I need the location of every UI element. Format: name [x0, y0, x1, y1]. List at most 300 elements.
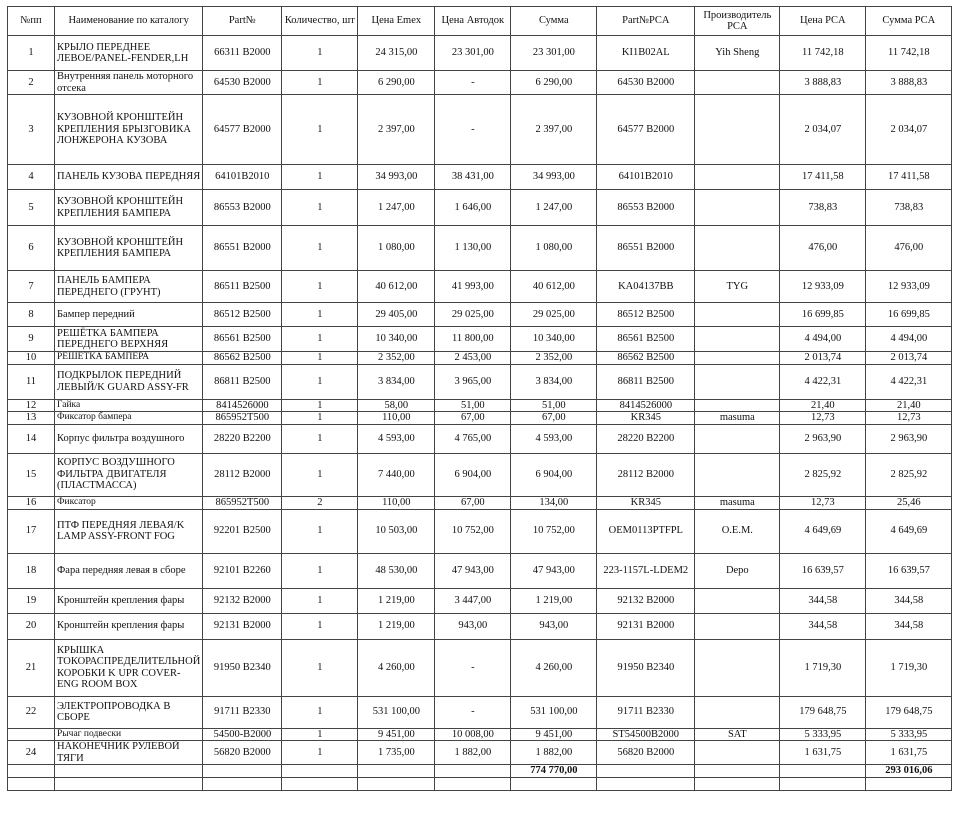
sum-pca: 17 411,58 [866, 165, 952, 190]
quantity: 1 [282, 613, 358, 639]
part-number-pca: KR345 [597, 496, 695, 509]
sum-pca: 1 719,30 [866, 639, 952, 696]
parts-table [7, 6, 952, 791]
table-row [8, 303, 952, 327]
maker-pca [695, 696, 780, 728]
price-pca: 179 648,75 [780, 696, 866, 728]
quantity: 1 [282, 424, 358, 453]
sum: 51,00 [511, 399, 597, 412]
price-emex: 10 503,00 [358, 509, 435, 553]
price-pca: 21,40 [780, 399, 866, 412]
sum-pca: 4 649,69 [866, 509, 952, 553]
price-avtodok: 10 008,00 [435, 728, 511, 741]
table-row [8, 696, 952, 728]
header-cell: Сумма [511, 7, 597, 36]
part-number: 92201 B2500 [203, 509, 282, 553]
header-cell: Цена Автодок [435, 7, 511, 36]
part-number: 64530 B2000 [203, 71, 282, 95]
sum: 4 593,00 [511, 424, 597, 453]
table-row [8, 190, 952, 226]
table-row [8, 613, 952, 639]
empty-row [8, 778, 952, 791]
quantity: 1 [282, 190, 358, 226]
item-name: КОРПУС ВОЗДУШНОГО ФИЛЬТРА ДВИГАТЕЛЯ (ПЛАСТМАССА) [55, 453, 203, 496]
row-number: 19 [8, 588, 55, 613]
sum: 134,00 [511, 496, 597, 509]
row-number: 13 [8, 412, 55, 425]
price-emex: 10 340,00 [358, 327, 435, 352]
sum-pca: 2 963,90 [866, 424, 952, 453]
quantity: 1 [282, 271, 358, 303]
maker-pca [695, 165, 780, 190]
maker-pca [695, 613, 780, 639]
quantity: 1 [282, 639, 358, 696]
part-number-pca: 91711 B2330 [597, 696, 695, 728]
quantity: 1 [282, 36, 358, 71]
price-avtodok: 41 993,00 [435, 271, 511, 303]
price-emex: 40 612,00 [358, 271, 435, 303]
row-number: 20 [8, 613, 55, 639]
table-row [8, 271, 952, 303]
maker-pca [695, 352, 780, 365]
price-avtodok: 47 943,00 [435, 553, 511, 588]
price-emex: 34 993,00 [358, 165, 435, 190]
maker-pca: Depo [695, 553, 780, 588]
item-name: КУЗОВНОЙ КРОНШТЕЙН КРЕПЛЕНИЯ БАМПЕРА [55, 226, 203, 271]
header-row [8, 7, 952, 36]
price-pca: 5 333,95 [780, 728, 866, 741]
table-body [8, 36, 952, 765]
table-row [8, 728, 952, 741]
item-name: ПАНЕЛЬ КУЗОВА ПЕРЕДНЯЯ [55, 165, 203, 190]
header-cell: Цена Emex [358, 7, 435, 36]
part-number: 86511 B2500 [203, 271, 282, 303]
row-number: 18 [8, 553, 55, 588]
row-number: 6 [8, 226, 55, 271]
part-number: 8414526000 [203, 399, 282, 412]
quantity: 1 [282, 399, 358, 412]
item-name: Внутренняя панель моторного отсека [55, 71, 203, 95]
part-number-pca: 64577 B2000 [597, 95, 695, 165]
part-number-pca: 56820 B2000 [597, 741, 695, 765]
maker-pca [695, 741, 780, 765]
item-name: ЭЛЕКТРОПРОВОДКА В СБОРЕ [55, 696, 203, 728]
part-number: 86551 B2000 [203, 226, 282, 271]
row-number: 17 [8, 509, 55, 553]
sum: 1 219,00 [511, 588, 597, 613]
header-cell: Количество, шт [282, 7, 358, 36]
price-pca: 12 933,09 [780, 271, 866, 303]
maker-pca [695, 453, 780, 496]
part-number: 86811 B2500 [203, 364, 282, 399]
part-number: 28112 B2000 [203, 453, 282, 496]
part-number: 92131 B2000 [203, 613, 282, 639]
part-number: 56820 B2000 [203, 741, 282, 765]
sum-pca: 344,58 [866, 588, 952, 613]
row-number: 10 [8, 352, 55, 365]
table-row [8, 588, 952, 613]
row-number: 24 [8, 741, 55, 765]
header-cell: Наименование по каталогу [55, 7, 203, 36]
price-emex: 29 405,00 [358, 303, 435, 327]
row-number: 16 [8, 496, 55, 509]
header-cell: Цена PCA [780, 7, 866, 36]
table-row [8, 639, 952, 696]
item-name: КРЫЛО ПЕРЕДНЕЕ ЛЕВОЕ/PANEL-FENDER,LH [55, 36, 203, 71]
part-number: 66311 B2000 [203, 36, 282, 71]
part-number: 92132 B2000 [203, 588, 282, 613]
price-emex: 1 080,00 [358, 226, 435, 271]
sum: 10 752,00 [511, 509, 597, 553]
item-name: Фиксатор бампера [55, 412, 203, 425]
maker-pca [695, 303, 780, 327]
row-number: 7 [8, 271, 55, 303]
item-name: Корпус фильтра воздушного [55, 424, 203, 453]
price-pca: 11 742,18 [780, 36, 866, 71]
row-number: 9 [8, 327, 55, 352]
part-number-pca: 86551 B2000 [597, 226, 695, 271]
sum: 47 943,00 [511, 553, 597, 588]
sum-pca: 16 639,57 [866, 553, 952, 588]
quantity: 1 [282, 364, 358, 399]
maker-pca: masuma [695, 412, 780, 425]
price-emex: 24 315,00 [358, 36, 435, 71]
price-pca: 3 888,83 [780, 71, 866, 95]
header-cell: Part№ [203, 7, 282, 36]
price-pca: 2 963,90 [780, 424, 866, 453]
maker-pca: TYG [695, 271, 780, 303]
table-row [8, 553, 952, 588]
table-row [8, 509, 952, 553]
part-number: 86561 B2500 [203, 327, 282, 352]
price-emex: 9 451,00 [358, 728, 435, 741]
item-name: РЕШЕТКА БАМПЕРА [55, 352, 203, 365]
sum: 40 612,00 [511, 271, 597, 303]
sum-pca: 12 933,09 [866, 271, 952, 303]
quantity: 1 [282, 352, 358, 365]
sum: 4 260,00 [511, 639, 597, 696]
part-number: 865952T500 [203, 496, 282, 509]
price-emex: 58,00 [358, 399, 435, 412]
row-number: 22 [8, 696, 55, 728]
price-pca: 1 631,75 [780, 741, 866, 765]
sum: 34 993,00 [511, 165, 597, 190]
table-row [8, 424, 952, 453]
price-pca: 4 494,00 [780, 327, 866, 352]
price-pca: 12,73 [780, 496, 866, 509]
price-pca: 344,58 [780, 588, 866, 613]
part-number-pca: KR345 [597, 412, 695, 425]
price-avtodok: 1 882,00 [435, 741, 511, 765]
price-avtodok: 29 025,00 [435, 303, 511, 327]
quantity: 1 [282, 226, 358, 271]
part-number-pca: 64101B2010 [597, 165, 695, 190]
part-number: 91711 B2330 [203, 696, 282, 728]
sum: 531 100,00 [511, 696, 597, 728]
item-name: Гайка [55, 399, 203, 412]
sum-pca: 21,40 [866, 399, 952, 412]
maker-pca [695, 95, 780, 165]
price-avtodok: 3 965,00 [435, 364, 511, 399]
header-cell: №пп [8, 7, 55, 36]
quantity: 2 [282, 496, 358, 509]
price-avtodok: 4 765,00 [435, 424, 511, 453]
sum-pca: 1 631,75 [866, 741, 952, 765]
sum: 943,00 [511, 613, 597, 639]
row-number: 2 [8, 71, 55, 95]
part-number: 86553 B2000 [203, 190, 282, 226]
part-number-pca: 86562 B2500 [597, 352, 695, 365]
row-number: 4 [8, 165, 55, 190]
maker-pca [695, 364, 780, 399]
sum-pca: 4 422,31 [866, 364, 952, 399]
price-pca: 1 719,30 [780, 639, 866, 696]
sum-pca: 16 699,85 [866, 303, 952, 327]
price-avtodok: 51,00 [435, 399, 511, 412]
row-number: 1 [8, 36, 55, 71]
quantity: 1 [282, 71, 358, 95]
quantity: 1 [282, 412, 358, 425]
maker-pca [695, 71, 780, 95]
part-number-pca: 92131 B2000 [597, 613, 695, 639]
item-name: Кронштейн крепления фары [55, 588, 203, 613]
header-cell: Сумма PCA [866, 7, 952, 36]
sum-pca: 4 494,00 [866, 327, 952, 352]
row-number: 3 [8, 95, 55, 165]
price-avtodok: - [435, 696, 511, 728]
part-number-pca: ST54500B2000 [597, 728, 695, 741]
item-name: ПТФ ПЕРЕДНЯЯ ЛЕВАЯ/K LAMP ASSY-FRONT FOG [55, 509, 203, 553]
price-avtodok: - [435, 95, 511, 165]
sum-pca: 11 742,18 [866, 36, 952, 71]
row-number [8, 728, 55, 741]
part-number-pca: 28112 B2000 [597, 453, 695, 496]
part-number: 64101B2010 [203, 165, 282, 190]
sum: 9 451,00 [511, 728, 597, 741]
part-number-pca: 223-1157L-LDEM2 [597, 553, 695, 588]
price-emex: 1 219,00 [358, 613, 435, 639]
header-cell: Part№PCA [597, 7, 695, 36]
part-number-pca: 86512 B2500 [597, 303, 695, 327]
sum: 67,00 [511, 412, 597, 425]
sum: 1 247,00 [511, 190, 597, 226]
price-pca: 17 411,58 [780, 165, 866, 190]
quantity: 1 [282, 588, 358, 613]
part-number-pca: 8414526000 [597, 399, 695, 412]
table-row [8, 741, 952, 765]
price-emex: 110,00 [358, 412, 435, 425]
price-emex: 2 397,00 [358, 95, 435, 165]
table-row [8, 36, 952, 71]
price-pca: 16 699,85 [780, 303, 866, 327]
price-emex: 6 290,00 [358, 71, 435, 95]
price-avtodok: 1 130,00 [435, 226, 511, 271]
part-number-pca: 86561 B2500 [597, 327, 695, 352]
part-number: 54500-B2000 [203, 728, 282, 741]
total-sum-pca: 293 016,06 [866, 765, 952, 778]
quantity: 1 [282, 327, 358, 352]
maker-pca: O.E.M. [695, 509, 780, 553]
sum-pca: 738,83 [866, 190, 952, 226]
quantity: 1 [282, 509, 358, 553]
price-avtodok: 943,00 [435, 613, 511, 639]
price-emex: 531 100,00 [358, 696, 435, 728]
item-name: Бампер передний [55, 303, 203, 327]
price-pca: 4 649,69 [780, 509, 866, 553]
sum-pca: 25,46 [866, 496, 952, 509]
sum: 1 080,00 [511, 226, 597, 271]
table-row [8, 95, 952, 165]
price-emex: 110,00 [358, 496, 435, 509]
table-row [8, 165, 952, 190]
item-name: КРЫШКА ТОКОРАСПРЕДЕЛИТЕЛЬНОЙ КОРОБКИ K UPR COVER-ENG ROOM BOX [55, 639, 203, 696]
price-avtodok: 1 646,00 [435, 190, 511, 226]
table-row [8, 352, 952, 365]
table-row [8, 453, 952, 496]
price-pca: 344,58 [780, 613, 866, 639]
price-avtodok: 67,00 [435, 412, 511, 425]
row-number: 12 [8, 399, 55, 412]
quantity: 1 [282, 453, 358, 496]
sum-pca: 3 888,83 [866, 71, 952, 95]
maker-pca: masuma [695, 496, 780, 509]
item-name: НАКОНЕЧНИК РУЛЕВОЙ ТЯГИ [55, 741, 203, 765]
sum: 29 025,00 [511, 303, 597, 327]
part-number-pca: KA04137BB [597, 271, 695, 303]
maker-pca [695, 399, 780, 412]
price-avtodok: 67,00 [435, 496, 511, 509]
sum: 6 290,00 [511, 71, 597, 95]
part-number: 865952T500 [203, 412, 282, 425]
row-number: 15 [8, 453, 55, 496]
quantity: 1 [282, 303, 358, 327]
sum: 23 301,00 [511, 36, 597, 71]
quantity: 1 [282, 728, 358, 741]
price-pca: 476,00 [780, 226, 866, 271]
price-avtodok: 2 453,00 [435, 352, 511, 365]
price-pca: 2 013,74 [780, 352, 866, 365]
sum-pca: 2 034,07 [866, 95, 952, 165]
item-name: РЕШЁТКА БАМПЕРА ПЕРЕДНЕГО ВЕРХНЯЯ [55, 327, 203, 352]
sum: 6 904,00 [511, 453, 597, 496]
price-pca: 738,83 [780, 190, 866, 226]
maker-pca [695, 190, 780, 226]
sum-pca: 2 825,92 [866, 453, 952, 496]
quantity: 1 [282, 165, 358, 190]
sum: 10 340,00 [511, 327, 597, 352]
quantity: 1 [282, 95, 358, 165]
price-emex: 4 260,00 [358, 639, 435, 696]
table-row [8, 364, 952, 399]
sum: 2 397,00 [511, 95, 597, 165]
price-emex: 1 247,00 [358, 190, 435, 226]
item-name: Фиксатор [55, 496, 203, 509]
price-emex: 7 440,00 [358, 453, 435, 496]
sum: 2 352,00 [511, 352, 597, 365]
header-cell: Производитель PCA [695, 7, 780, 36]
sum-pca: 12,73 [866, 412, 952, 425]
sum-pca: 2 013,74 [866, 352, 952, 365]
price-avtodok: 6 904,00 [435, 453, 511, 496]
part-number: 91950 B2340 [203, 639, 282, 696]
price-avtodok: 3 447,00 [435, 588, 511, 613]
price-pca: 2 825,92 [780, 453, 866, 496]
part-number-pca: 92132 B2000 [597, 588, 695, 613]
price-avtodok: 11 800,00 [435, 327, 511, 352]
item-name: Кронштейн крепления фары [55, 613, 203, 639]
maker-pca [695, 424, 780, 453]
price-avtodok: 23 301,00 [435, 36, 511, 71]
table-row [8, 412, 952, 425]
maker-pca [695, 588, 780, 613]
item-name: КУЗОВНОЙ КРОНШТЕЙН КРЕПЛЕНИЯ БАМПЕРА [55, 190, 203, 226]
sum: 3 834,00 [511, 364, 597, 399]
price-emex: 1 735,00 [358, 741, 435, 765]
item-name: Фара передняя левая в сборе [55, 553, 203, 588]
item-name: КУЗОВНОЙ КРОНШТЕЙН КРЕПЛЕНИЯ БРЫЗГОВИКА ЛОНЖЕРОНА КУЗОВА [55, 95, 203, 165]
price-emex: 4 593,00 [358, 424, 435, 453]
table-row [8, 71, 952, 95]
totals-row [8, 765, 952, 778]
sum-pca: 5 333,95 [866, 728, 952, 741]
table-row [8, 399, 952, 412]
price-emex: 1 219,00 [358, 588, 435, 613]
item-name: ПОДКРЫЛОК ПЕРЕДНИЙ ЛЕВЫЙ/K GUARD ASSY-FR [55, 364, 203, 399]
part-number-pca: 86553 B2000 [597, 190, 695, 226]
price-emex: 3 834,00 [358, 364, 435, 399]
price-pca: 2 034,07 [780, 95, 866, 165]
price-pca: 16 639,57 [780, 553, 866, 588]
part-number-pca: 64530 B2000 [597, 71, 695, 95]
row-number: 14 [8, 424, 55, 453]
part-number: 64577 B2000 [203, 95, 282, 165]
part-number: 86512 B2500 [203, 303, 282, 327]
table-row [8, 226, 952, 271]
sum: 1 882,00 [511, 741, 597, 765]
maker-pca [695, 226, 780, 271]
price-emex: 48 530,00 [358, 553, 435, 588]
price-emex: 2 352,00 [358, 352, 435, 365]
price-avtodok: - [435, 639, 511, 696]
sum-pca: 476,00 [866, 226, 952, 271]
row-number: 11 [8, 364, 55, 399]
part-number: 86562 B2500 [203, 352, 282, 365]
maker-pca: Yih Sheng [695, 36, 780, 71]
sum-pca: 179 648,75 [866, 696, 952, 728]
part-number-pca: OEM0113PTFPL [597, 509, 695, 553]
sum-pca: 344,58 [866, 613, 952, 639]
row-number: 21 [8, 639, 55, 696]
price-pca: 4 422,31 [780, 364, 866, 399]
maker-pca [695, 327, 780, 352]
quantity: 1 [282, 696, 358, 728]
item-name: ПАНЕЛЬ БАМПЕРА ПЕРЕДНЕГО (ГРУНТ) [55, 271, 203, 303]
quantity: 1 [282, 741, 358, 765]
price-pca: 12,73 [780, 412, 866, 425]
table-row [8, 496, 952, 509]
price-avtodok: - [435, 71, 511, 95]
part-number: 28220 B2200 [203, 424, 282, 453]
part-number-pca: KI1B02AL [597, 36, 695, 71]
quantity: 1 [282, 553, 358, 588]
maker-pca [695, 639, 780, 696]
price-avtodok: 10 752,00 [435, 509, 511, 553]
part-number-pca: 86811 B2500 [597, 364, 695, 399]
row-number: 8 [8, 303, 55, 327]
item-name: Рычаг подвески [55, 728, 203, 741]
part-number-pca: 91950 B2340 [597, 639, 695, 696]
part-number-pca: 28220 B2200 [597, 424, 695, 453]
